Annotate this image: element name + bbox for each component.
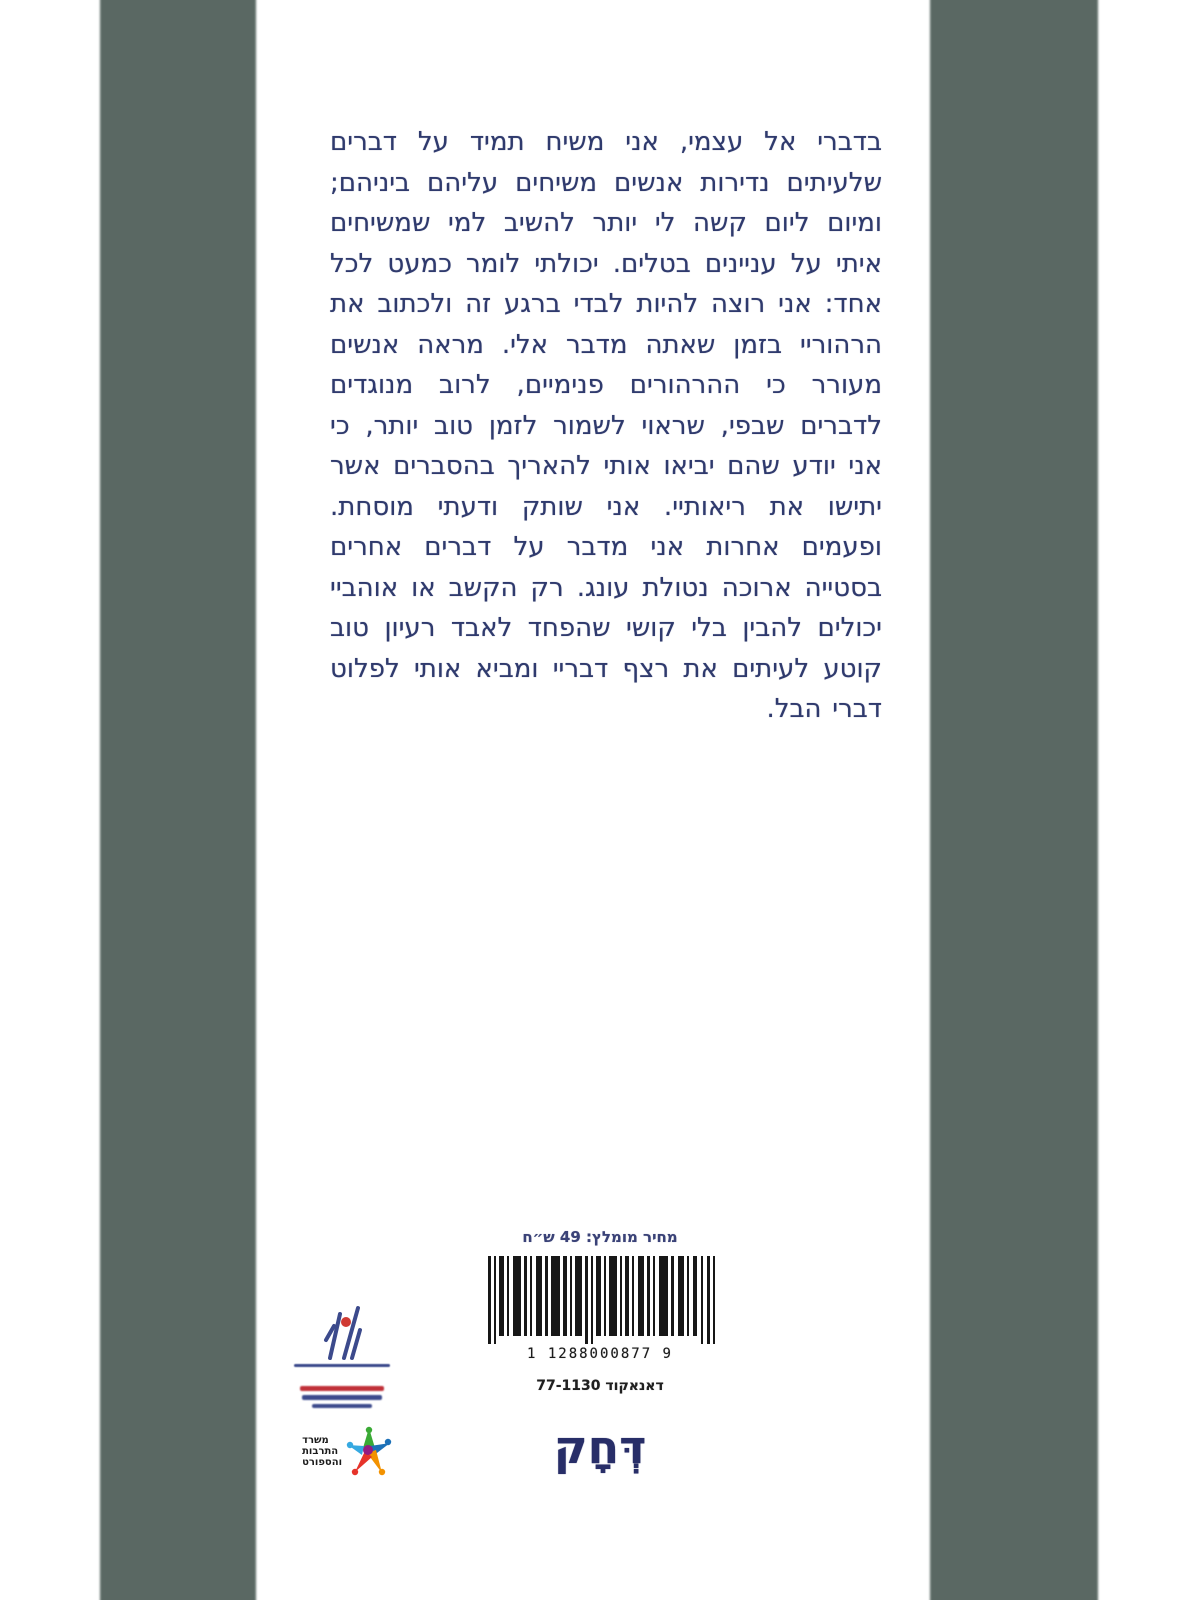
arts-fund-logo-icon [300,1300,384,1364]
rainbow-star-icon [346,1425,392,1477]
publisher-wordmark-dchak: דְּחָק [553,1420,647,1474]
barcode-number: 1 1288000877 9 [526,1346,673,1362]
barcode-bars [488,1256,716,1344]
cover-band-left [100,0,256,1600]
ministry-logo-text [302,1435,342,1468]
barcode-image [488,1256,716,1344]
back-cover-blurb-text: בדברי אל עצמי, אני משיח תמיד על דברים שלעיתים נדירות אנשים משיחים עליהם ביניהם; ומיום ליום קשה לי יותר להשיב למי שמשיחים איתי על עניינים בטלים. יכולתי לומר כמעט לכל אחד: אני רוצה להיות לבדי ברגע זה ולכתוב את הרהוריי בזמן שאתה מדבר אלי. מראה אנשים מעורר כי ההרהורים פנימיים, לרוב מנוגדים לדברים שבפי, שראוי לשמור לזמן טוב יותר, כי אני יודע שהם יביאו אותי להאריך בהסברים אשר יתישו את ריאותיי. אני שותק ודעתי מוסחת. ופעמים אחרות אני מדבר על דברים אחרים בסטייה ארוכה נטולת עונג. רק הקשב או אוהביי יכולים להבין בלי קושי שהפחד לאבד רעיון טוב קוטע לעיתים את רצף דבריי ומביא אותי לפלוט דברי הבל. [330,127,882,724]
illegible-caption-line2 [312,1404,372,1408]
illegible-caption-line1 [302,1395,382,1400]
ministry-text-line: משרד [302,1434,329,1446]
illegible-caption-red [300,1386,384,1391]
ministry-text-line: התרבות [302,1445,339,1457]
ministry-of-culture-logo [288,1418,392,1484]
ministry-text-line: והספורט [302,1456,342,1468]
arts-fund-logo [300,1300,384,1364]
danacode-label: דאנאקוד 77-1130 [536,1378,664,1394]
arts-fund-logo-red-dot [341,1317,351,1327]
price-label: מחיר מומלץ: 49 ש״ח [522,1228,678,1246]
arts-fund-logo-rule [294,1364,390,1367]
cover-band-right [930,0,1098,1600]
